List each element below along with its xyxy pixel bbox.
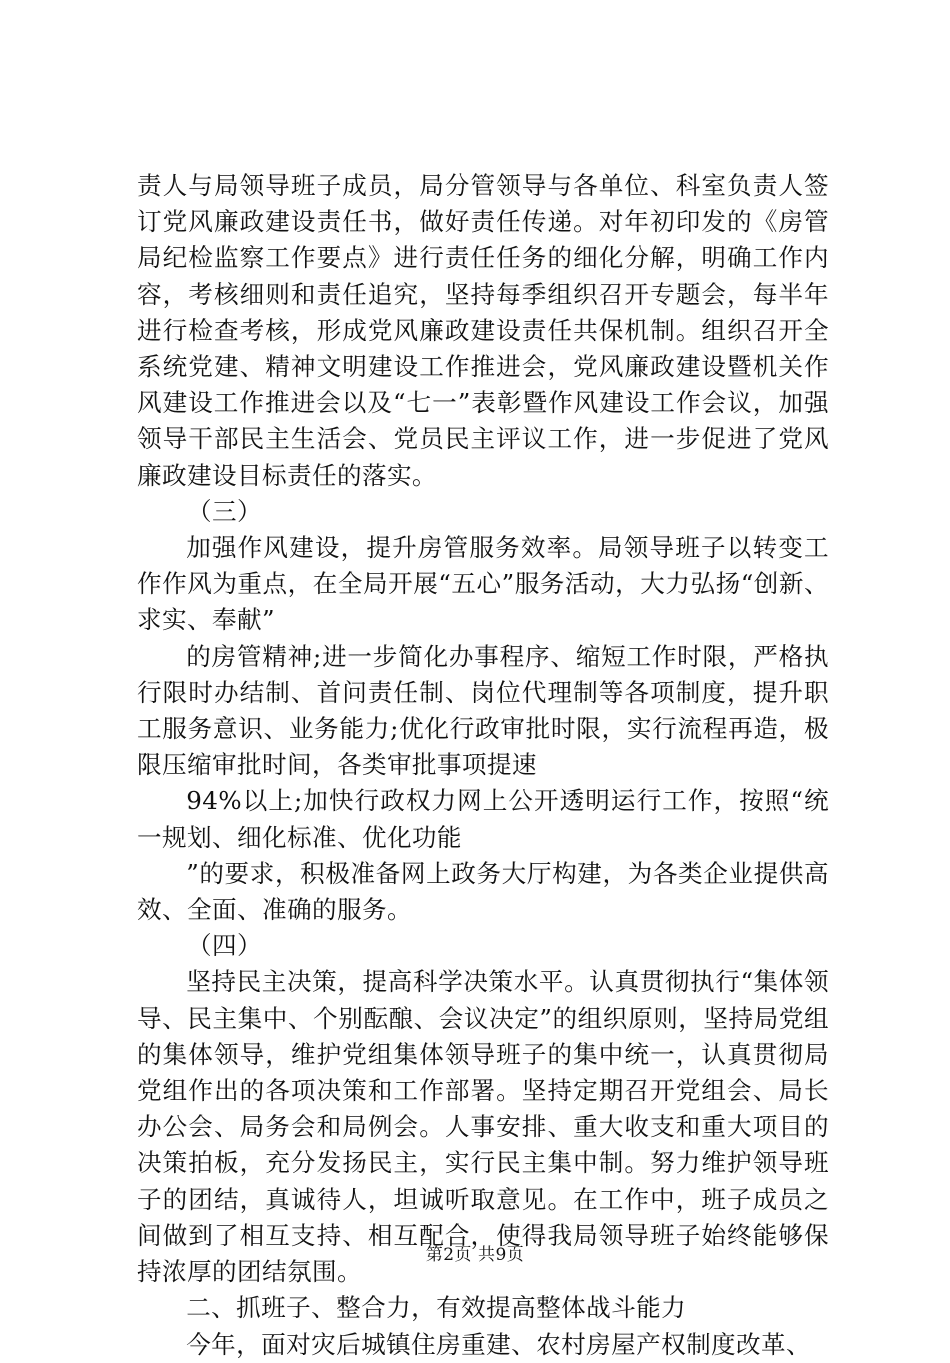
paragraph-responsibility: 责人与局领导班子成员，局分管领导与各单位、科室负责人签订党风廉政建设责任书，做好责任传递。对年初印发的《房管局纪检监察工作要点》进行责任任务的细化分解，明确工作内容，考核细则和责任追究，坚持每季组织召开专题会，每半年进行检查考核，形成党风廉政建设责任共保机制。组织召开全系统党建、精神文明建设工作推进会，党风廉政建设暨机关作风建设工作推进会以及“七一”表彰暨作风建设工作会议，加强领导干部民主生活会、党员民主评议工作，进一步促进了党风廉政建设目标责任的落实。 bbox=[137, 171, 829, 490]
paragraph-work-style: 加强作风建设，提升房管服务效率。局领导班子以转变工作作风为重点，在全局开展“五心”服务活动，大力弘扬“创新、求实、奉献” bbox=[137, 533, 829, 635]
section-heading-three: （三） bbox=[187, 496, 262, 526]
page-footer: 第2页 共9页 bbox=[425, 1245, 525, 1265]
paragraph-online-power: 94%以上;加快行政权力网上公开透明运行工作，按照“统一规划、细化标准、优化功能 bbox=[137, 786, 829, 852]
body-text bbox=[137, 168, 829, 1363]
section-heading-four: （四） bbox=[187, 931, 262, 961]
section-heading-two: 二、抓班子、整合力，有效提高整体战斗能力 bbox=[186, 1293, 687, 1323]
paragraph-democratic-decision: 坚持民主决策，提高科学决策水平。认真贯彻执行“集体领导、民主集中、个别酝酿、会议决定”的组织原则，坚持局党组的集体领导，维护党组集体领导班子的集中统一，认真贯彻局党组作出的各项决策和工作部署。坚持定期召开党组会、局长办公会、局务会和局例会。人事安排、重大收支和重大项目的决策拍板，充分发扬民主，实行民主集中制。努力维护领导班子的团结，真诚待人，坦诚听取意见。在工作中，班子成员之间做到了相互支持、相互配合，使得我局领导班子始终能够保持浓厚的团结氛围。 bbox=[137, 967, 829, 1287]
paragraph-this-year: 今年，面对灾后城镇住房重建、农村房屋产权制度改革、 bbox=[186, 1329, 812, 1359]
paragraph-housing-spirit: 的房管精神;进一步简化办事程序、缩短工作时限，严格执行限时办结制、首问责任制、岗位代理制等各项制度，提升职工服务意识、业务能力;优化行政审批时限，实行流程再造，极限压缩审批时间，各类审批事项提速 bbox=[137, 641, 829, 780]
paragraph-requirements: ”的要求，积极准备网上政务大厅构建，为各类企业提供高效、全面、准确的服务。 bbox=[137, 858, 829, 925]
